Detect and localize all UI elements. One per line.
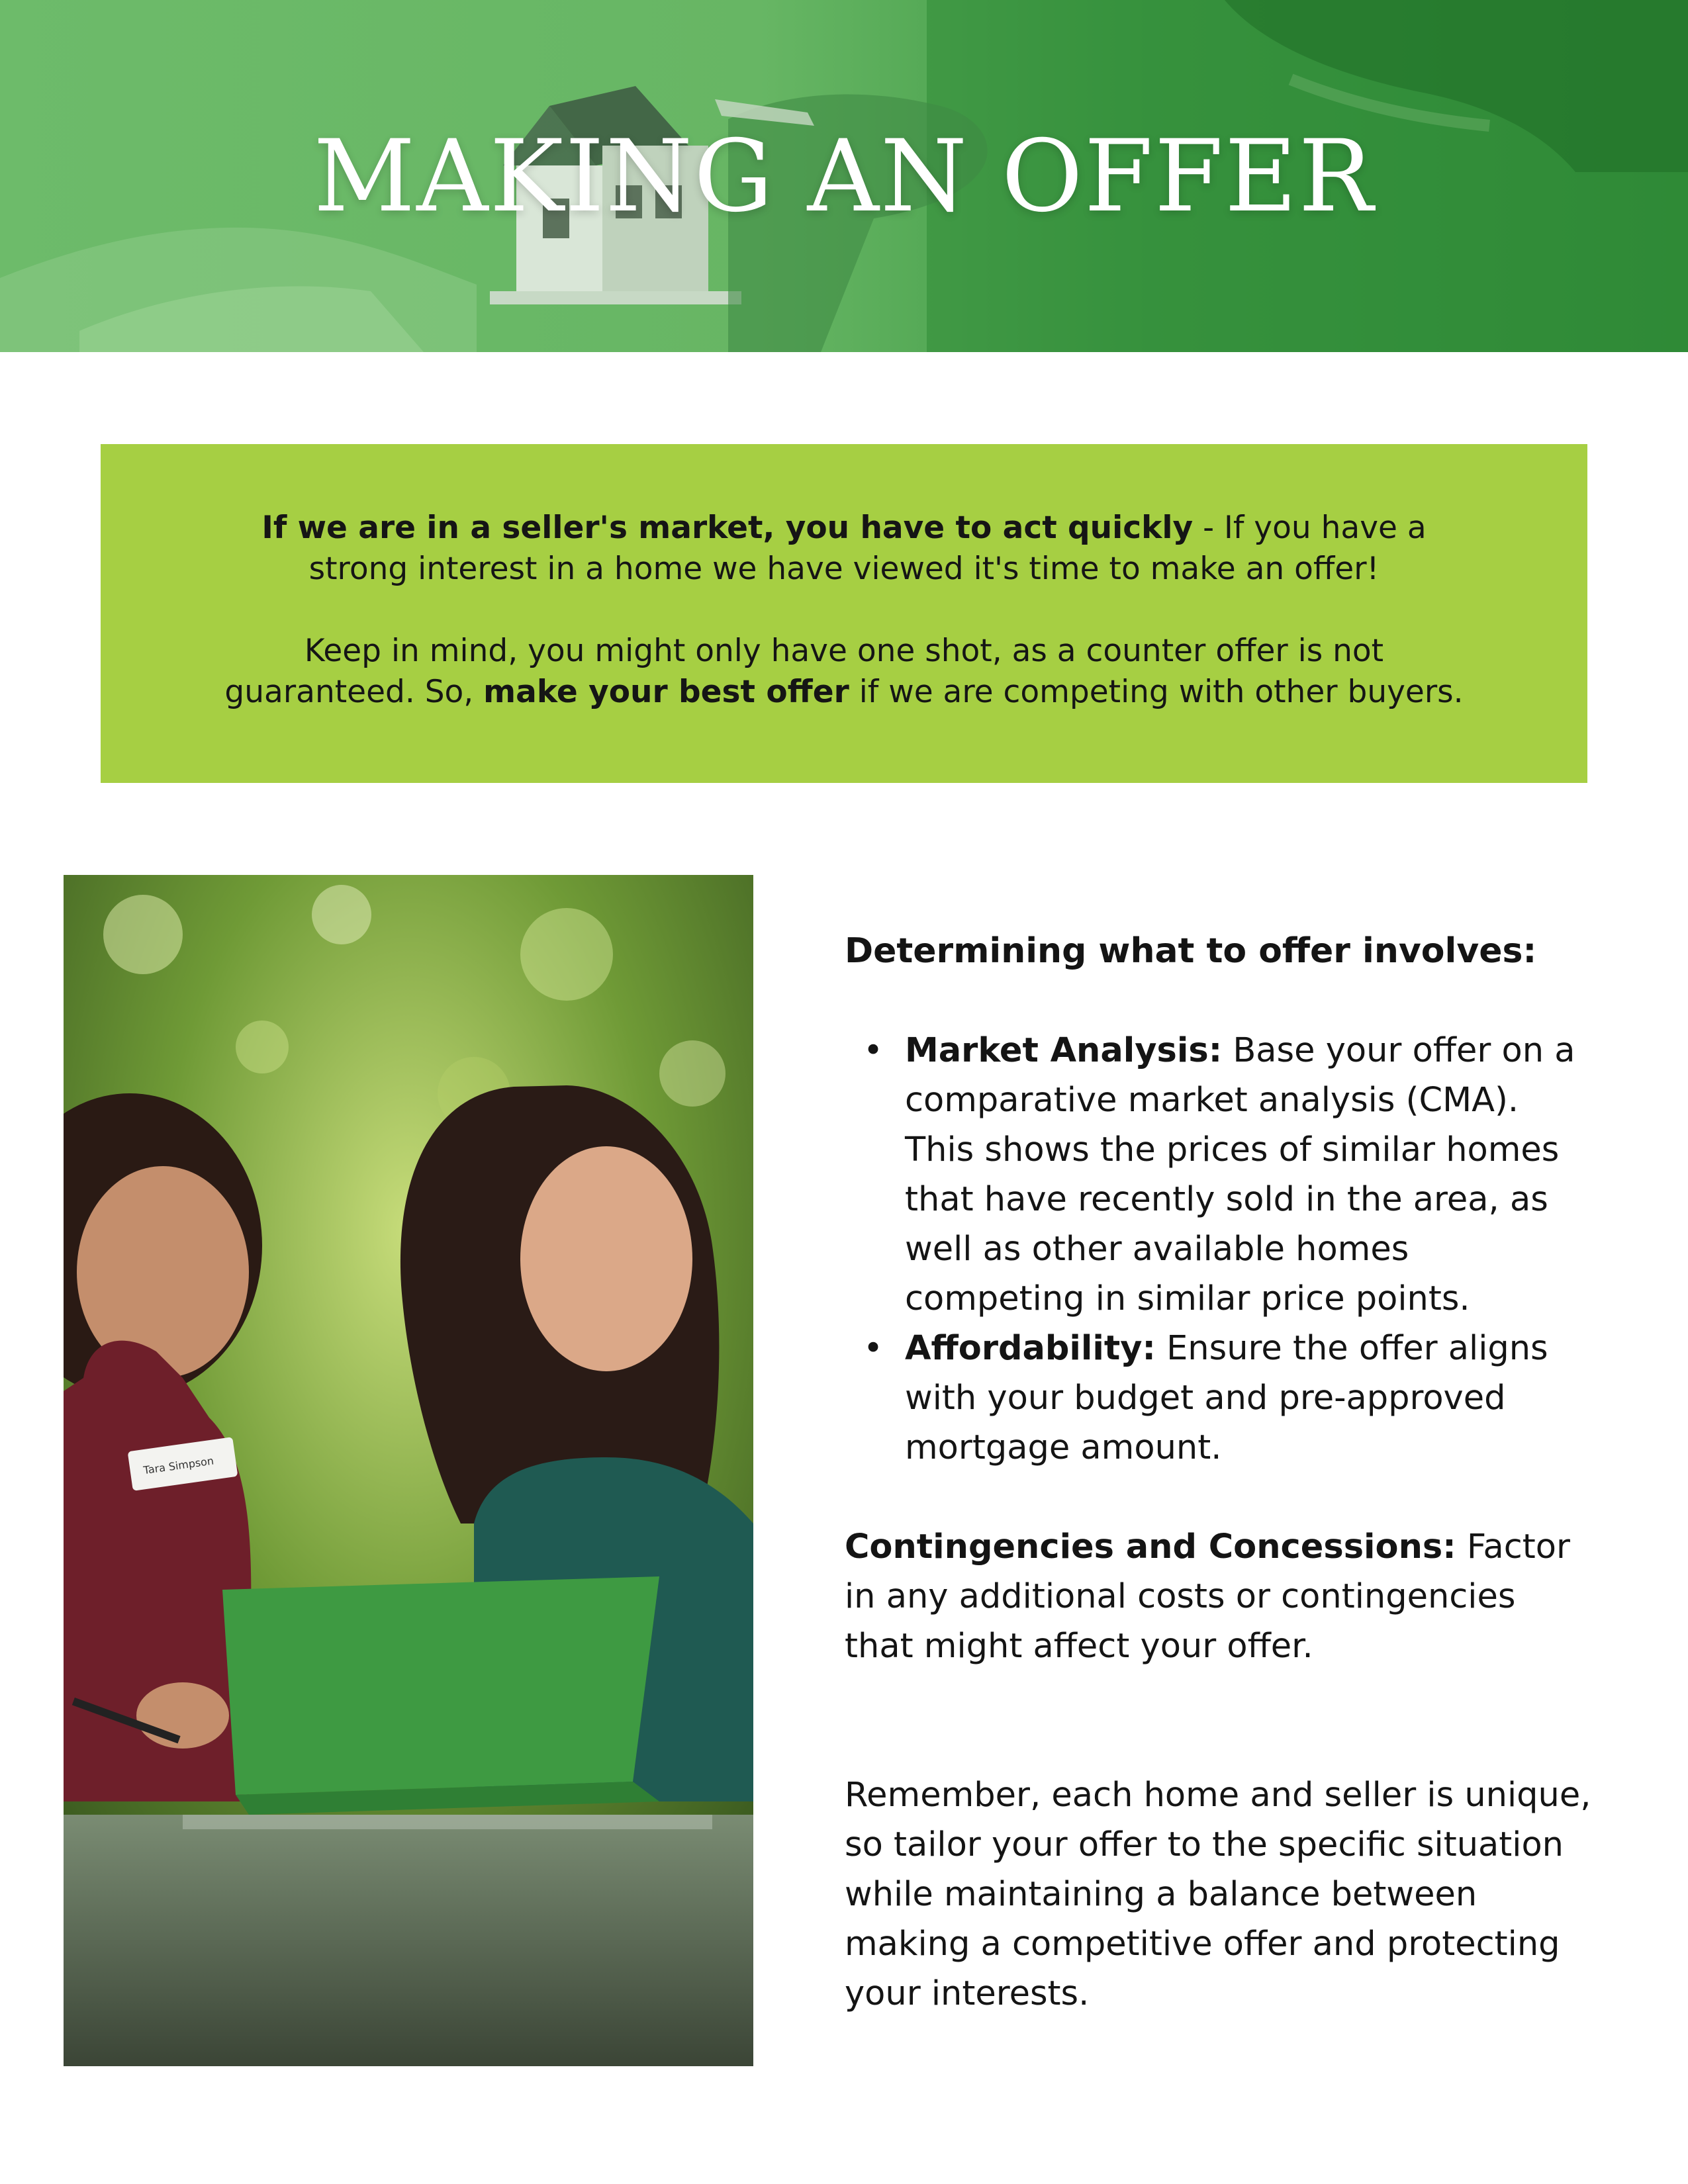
- intro-text-2b: if we are competing with other buyers.: [849, 674, 1464, 710]
- name-tag-text: Tara Simpson: [142, 1454, 215, 1477]
- intro-paragraph-1: [220, 508, 1468, 590]
- contingencies-text: Factor in any additional costs or contingencies that might affect your offer.: [845, 1527, 1570, 1666]
- intro-paragraph-2: [220, 631, 1468, 713]
- offer-factors-list: [845, 1026, 1593, 1473]
- page-title: MAKING AN OFFER: [313, 119, 1375, 234]
- intro-bold-1: If we are in a seller's market, you have to act quickly: [261, 510, 1194, 546]
- list-item-text: Base your offer on a comparative market analysis (CMA). This shows the prices of similar homes that have recently sold in the area, as well as other available homes competing in similar price points.: [905, 1031, 1575, 1318]
- agents-photo-image: [64, 875, 753, 2066]
- header-banner: [0, 0, 1688, 352]
- intro-text-1: - If you have a strong interest in a home we have viewed it's time to make an offer!: [308, 510, 1427, 587]
- contingencies-paragraph: [845, 1522, 1593, 1671]
- list-item-label: Market Analysis:: [905, 1031, 1223, 1070]
- list-item-label: Affordability:: [905, 1329, 1156, 1368]
- list-item-market-analysis: [845, 1026, 1593, 1324]
- closing-paragraph: Remember, each home and seller is unique, so tailor your offer to the specific situation while maintaining a balance between making a competitive offer and protecting your interests.: [845, 1776, 1591, 2013]
- bullet-icon: •: [863, 1031, 884, 1070]
- section-heading: Determining what to offer involves:: [845, 931, 1537, 971]
- content-column: [845, 927, 1593, 2019]
- bullet-icon: •: [863, 1329, 884, 1368]
- intro-bold-2: make your best offer: [483, 674, 849, 710]
- list-item-text: Ensure the offer aligns with your budget and pre-approved mortgage amount.: [905, 1329, 1548, 1467]
- contingencies-label: Contingencies and Concessions:: [845, 1527, 1456, 1567]
- intro-text-2a: Keep in mind, you might only have one shot, as a counter offer is not guaranteed. So,: [224, 633, 1384, 710]
- intro-box: [101, 444, 1587, 783]
- list-item-affordability: [845, 1324, 1593, 1473]
- agents-photo: [64, 875, 753, 2066]
- green-folder: [222, 1576, 659, 1815]
